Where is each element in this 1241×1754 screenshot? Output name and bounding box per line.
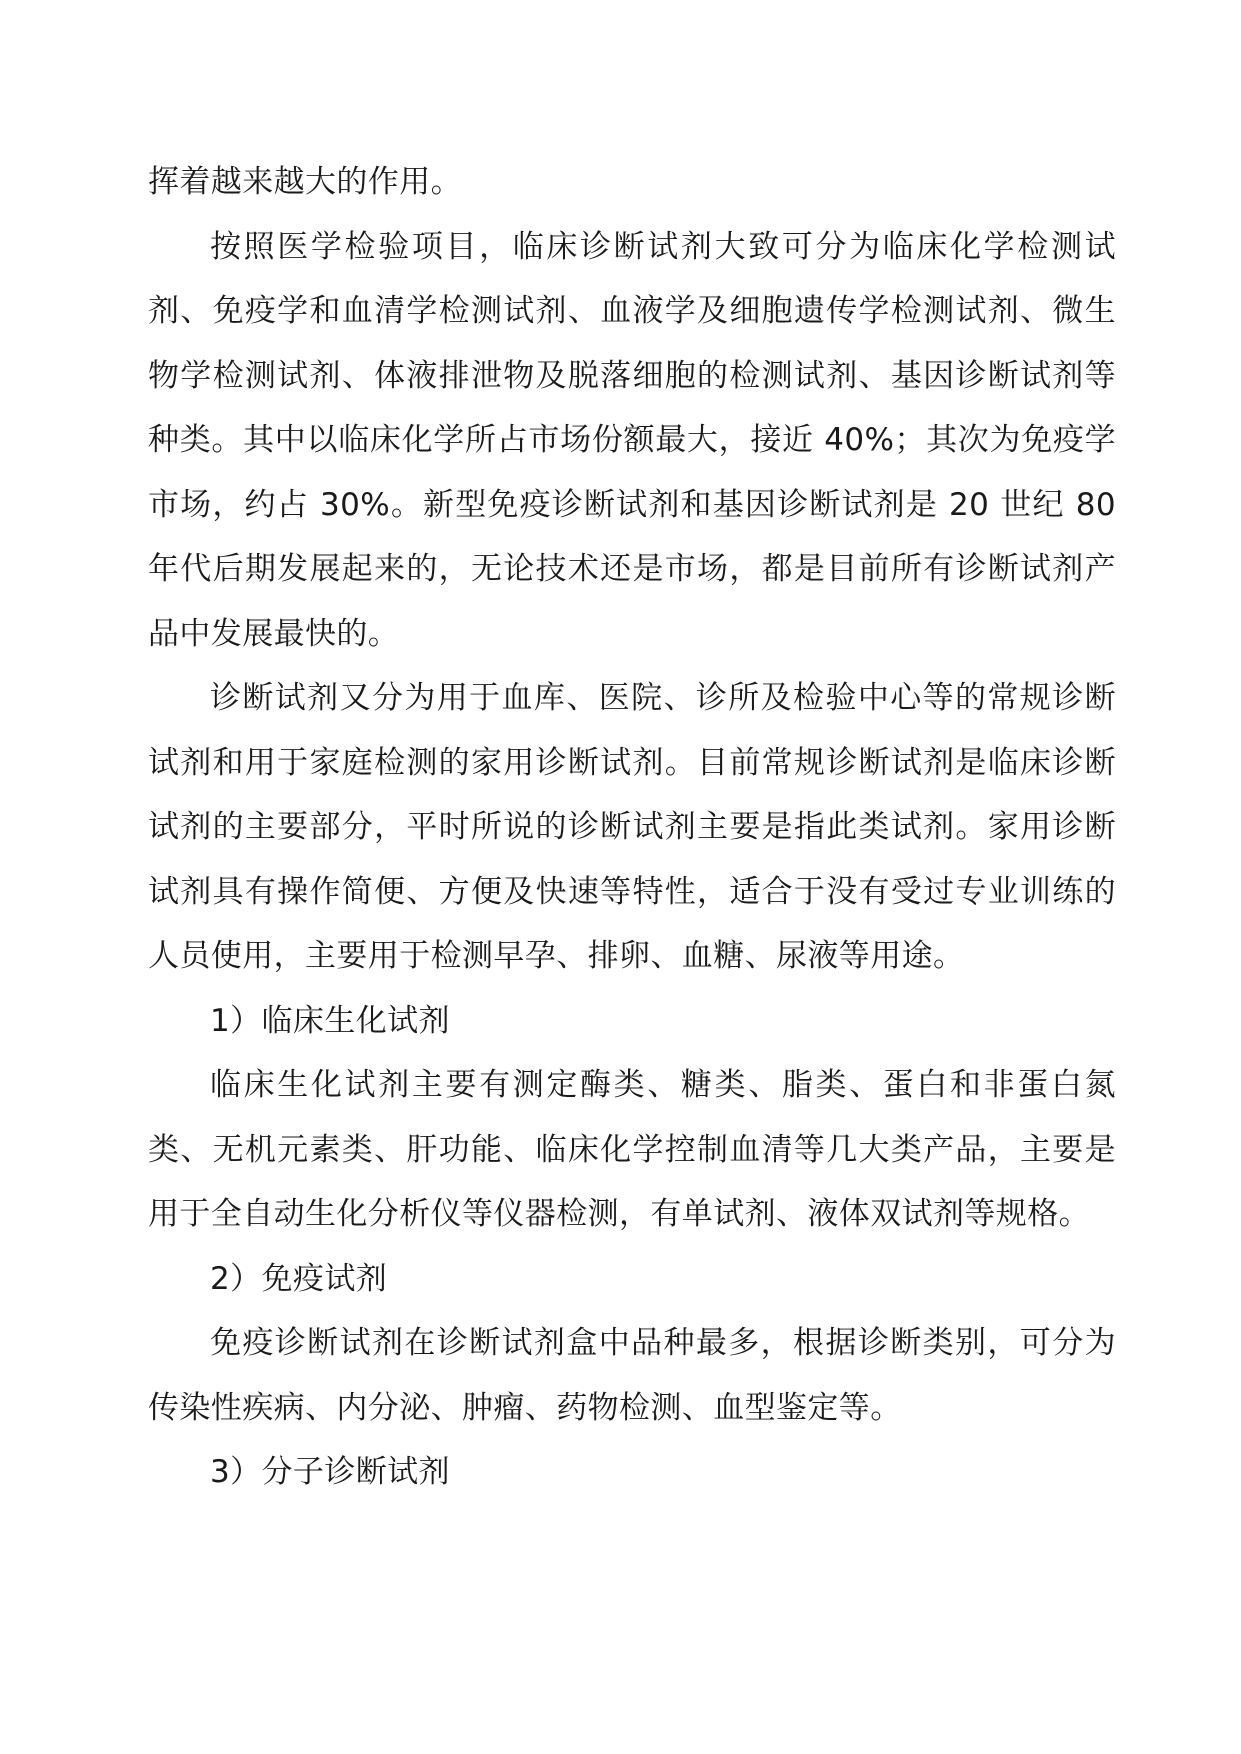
paragraph-biochemistry-reagents: 临床生化试剂主要有测定酶类、糖类、脂类、蛋白和非蛋白氮类、无机元素类、肝功能、临床化学控制血清等几大类产品，主要是用于全自动生化分析仪等仪器检测，有单试剂、液体双试剂等规格。 <box>148 1067 1116 1232</box>
paragraph-routine-vs-home-reagents: 诊断试剂又分为用于血库、医院、诊所及检验中心等的常规诊断试剂和用于家庭检测的家用诊断试剂。目前常规诊断试剂是临床诊断试剂的主要部分，平时所说的诊断试剂主要是指此类试剂。家用诊断试剂具有操作简便、方便及快速等特性，适合于没有受过专业训练的人员使用，主要用于检测早孕、排卵、血糖、尿液等用途。 <box>148 680 1116 974</box>
paragraph-continuation: 挥着越来越大的作用。 <box>148 164 462 200</box>
heading-immune-reagents: 2）免疫试剂 <box>210 1260 388 1297</box>
paragraph-immune-reagents: 免疫诊断试剂在诊断试剂盒中品种最多，根据诊断类别，可分为传染性疾病、内分泌、肿瘤、药物检测、血型鉴定等。 <box>148 1325 1116 1426</box>
document-page <box>148 150 1116 1505</box>
paragraph-test-item-classification: 按照医学检验项目，临床诊断试剂大致可分为临床化学检测试剂、免疫学和血清学检测试剂、血液学及细胞遗传学检测试剂、微生物学检测试剂、体液排泄物及脱落细胞的检测试剂、基因诊断试剂等种类。其中以临床化学所占市场份额最大，接近 40%；其次为免疫学市场，约占 30%。新型免疫诊断试剂和基因诊断试剂是 20 世纪 80 年代后期发展起来的，无论技术还是市场，都是目前所有诊断试剂产品中发展最快的。 <box>148 228 1116 652</box>
heading-molecular-diagnostic-reagents: 3）分子诊断试剂 <box>210 1454 450 1490</box>
heading-clinical-biochemistry-reagents: 1）临床生化试剂 <box>210 1002 450 1039</box>
